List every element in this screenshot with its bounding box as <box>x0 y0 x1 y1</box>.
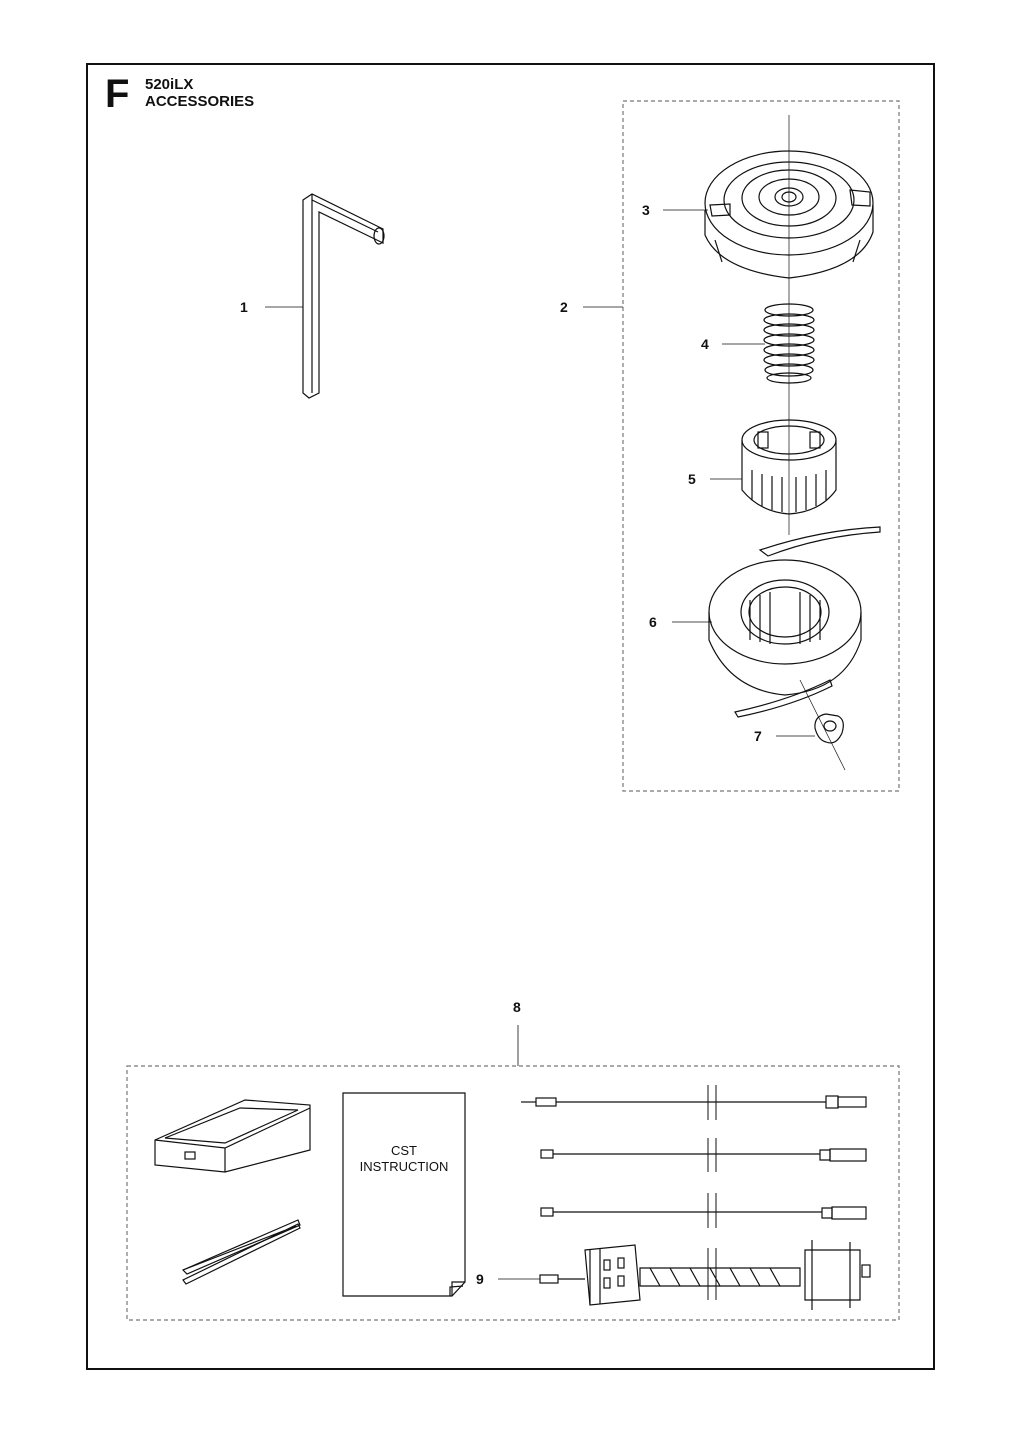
callout-4: 4 <box>701 336 709 352</box>
instruction-doc-line2: INSTRUCTION <box>359 1159 449 1174</box>
cable-3-illustration <box>541 1207 866 1219</box>
tweezers-illustration <box>183 1220 300 1284</box>
hex-key-illustration <box>303 194 384 398</box>
instruction-document-illustration <box>343 1093 465 1296</box>
callout-6: 6 <box>649 614 657 630</box>
kit-group-box <box>127 1066 899 1320</box>
callout-8: 8 <box>513 999 521 1015</box>
section-title: ACCESSORIES <box>145 93 255 110</box>
cable-2-illustration <box>541 1149 866 1161</box>
model-name: 520iLX <box>145 76 194 93</box>
section-letter: F <box>105 72 130 116</box>
callout-2: 2 <box>560 299 568 315</box>
callout-5: 5 <box>688 471 696 487</box>
instruction-doc-line1: CST <box>391 1143 417 1158</box>
case-illustration <box>155 1100 310 1172</box>
callout-9: 9 <box>476 1271 484 1287</box>
assembly-axis-lower <box>800 680 845 770</box>
harness-illustration <box>540 1240 870 1310</box>
callout-7: 7 <box>754 728 762 744</box>
head-body-illustration <box>709 527 880 717</box>
cable-1-illustration <box>521 1096 866 1108</box>
callout-3: 3 <box>642 202 650 218</box>
callout-1: 1 <box>240 299 248 315</box>
